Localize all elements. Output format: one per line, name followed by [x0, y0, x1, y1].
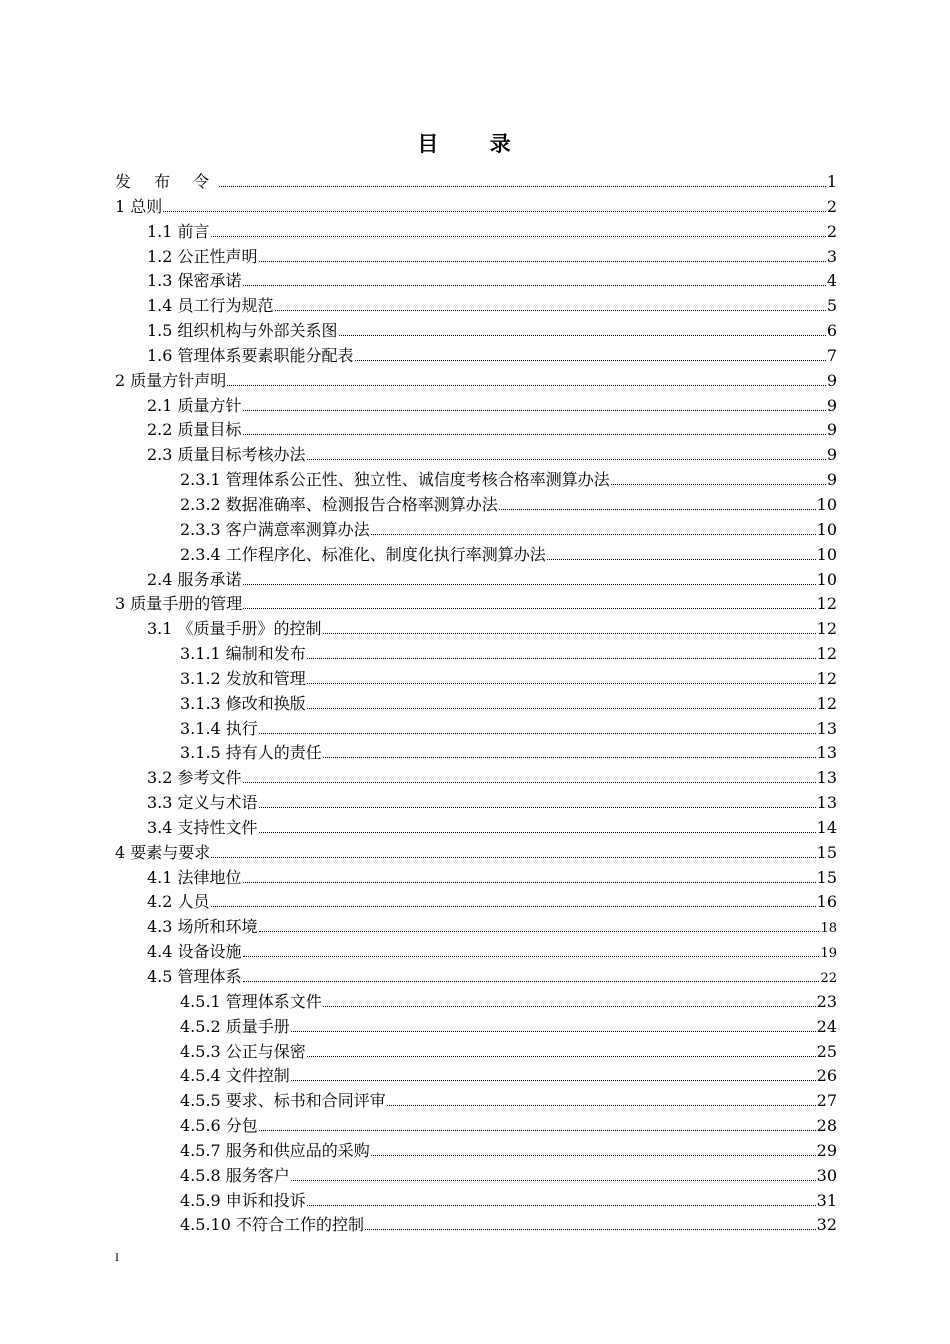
toc-entry-label: 4.5.7 服务和供应品的采购 [180, 1140, 370, 1160]
toc-entry-label: 3.4 支持性文件 [147, 817, 258, 837]
toc-entry-label: 3.1.4 执行 [180, 718, 258, 738]
toc-dot-leader [307, 683, 816, 684]
toc-dot-leader [243, 782, 816, 783]
toc-entry-label: 4.2 人员 [147, 892, 210, 912]
toc-dot-leader [339, 335, 826, 336]
toc-dot-leader [243, 956, 820, 957]
toc-entry[interactable] [115, 940, 837, 965]
toc-entry-label: 4.5.2 质量手册 [180, 1016, 290, 1036]
toc-entry-page: 6 [826, 321, 837, 341]
toc-entry-page: 13 [816, 743, 837, 763]
toc-entry-label: 4.5.10 不符合工作的控制 [180, 1215, 364, 1235]
toc-entry-label: 2.1 质量方针 [147, 395, 242, 415]
toc-dot-leader [243, 584, 816, 585]
toc-entry-page: 10 [816, 519, 837, 539]
toc-entry-label: 1.5 组织机构与外部关系图 [147, 321, 338, 341]
toc-dot-leader [243, 285, 826, 286]
toc-dot-leader [371, 534, 816, 535]
toc-entry-label: 4.5.3 公正与保密 [180, 1041, 306, 1061]
toc-dot-leader [307, 1056, 816, 1057]
toc-entry[interactable] [115, 1015, 837, 1040]
toc-entry-label: 2 质量方针声明 [115, 370, 227, 390]
toc-entry-page: 10 [816, 494, 837, 514]
toc-entry[interactable] [115, 1114, 837, 1139]
toc-entry-page: 30 [816, 1165, 837, 1185]
toc-entry-page: 7 [826, 345, 837, 365]
toc-entry-label: 3.1.5 持有人的责任 [180, 743, 322, 763]
toc-entry[interactable] [115, 717, 837, 742]
toc-dot-leader [243, 434, 826, 435]
toc-entry-label: 4.5.8 服务客户 [180, 1165, 290, 1185]
toc-dot-leader [243, 608, 815, 609]
toc-entry-label: 1.3 保密承诺 [147, 271, 242, 291]
toc-dot-leader [499, 509, 816, 510]
toc-dot-leader [227, 385, 826, 386]
toc-entry-page: 13 [816, 793, 837, 813]
toc-entry-label: 3.3 定义与术语 [147, 793, 258, 813]
toc-dot-leader [291, 1031, 816, 1032]
toc-entry-page: 2 [826, 196, 837, 216]
toc-dot-leader [307, 708, 816, 709]
toc-entry-label: 发 布 令 [115, 172, 219, 191]
toc-dot-leader [259, 807, 816, 808]
toc-entry-label: 4.5 管理体系 [147, 967, 242, 986]
toc-entry-page: 3 [826, 246, 837, 266]
toc-entry-page: 9 [826, 445, 837, 465]
toc-entry-label: 4.1 法律地位 [147, 867, 242, 887]
toc-entry-page: 10 [816, 544, 837, 564]
toc-dot-leader [259, 1130, 816, 1131]
toc-entry-label: 2.3.4 工作程序化、标准化、制度化执行率测算办法 [180, 544, 546, 564]
toc-dot-leader [355, 360, 826, 361]
toc-entry[interactable] [115, 269, 837, 294]
toc-entry-page: 12 [816, 594, 837, 614]
toc-dot-leader [219, 186, 826, 187]
toc-entry-page: 12 [816, 619, 837, 639]
toc-entry-label: 3.2 参考文件 [147, 768, 242, 788]
toc-entry[interactable] [115, 816, 837, 841]
toc-entry[interactable] [115, 1139, 837, 1164]
toc-dot-leader [307, 1205, 816, 1206]
table-of-contents [115, 170, 837, 1238]
toc-entry-page: 13 [816, 768, 837, 788]
toc-entry-page: 27 [816, 1091, 837, 1111]
toc-dot-leader [259, 832, 816, 833]
toc-entry[interactable] [115, 841, 837, 866]
toc-entry[interactable] [115, 1040, 837, 1065]
toc-entry[interactable] [115, 518, 837, 543]
toc-entry[interactable] [115, 1164, 837, 1189]
toc-entry[interactable] [115, 319, 837, 344]
toc-dot-leader [275, 310, 826, 311]
toc-entry-label: 1.1 前言 [147, 221, 210, 241]
toc-dot-leader [323, 757, 816, 758]
toc-entry-page: 18 [820, 921, 837, 937]
toc-dot-leader [211, 906, 816, 907]
toc-dot-leader [259, 261, 826, 262]
toc-entry-label: 4 要素与要求 [115, 842, 211, 862]
toc-dot-leader [243, 410, 826, 411]
toc-dot-leader [365, 1229, 816, 1230]
toc-entry[interactable] [115, 642, 837, 667]
toc-entry-label: 3.1.3 修改和换版 [180, 693, 306, 713]
toc-entry-page: 9 [826, 420, 837, 440]
toc-entry[interactable] [115, 195, 837, 220]
toc-entry-page: 5 [826, 296, 837, 316]
toc-entry-label: 3.1.1 编制和发布 [180, 644, 306, 664]
toc-entry-label: 4.4 设备设施 [147, 942, 242, 962]
toc-entry-page: 28 [816, 1116, 837, 1136]
toc-entry-page: 25 [816, 1041, 837, 1061]
toc-dot-leader [243, 981, 820, 982]
toc-entry-page: 2 [826, 221, 837, 241]
toc-entry[interactable] [115, 1189, 837, 1214]
toc-entry-label: 4.5.5 要求、标书和合同评审 [180, 1091, 386, 1111]
toc-entry[interactable] [115, 170, 837, 195]
toc-entry-page: 13 [816, 718, 837, 738]
toc-entry-page: 29 [816, 1140, 837, 1160]
toc-entry[interactable] [115, 915, 837, 940]
toc-entry[interactable] [115, 220, 837, 245]
toc-entry-page: 26 [816, 1066, 837, 1086]
toc-entry[interactable] [115, 394, 837, 419]
toc-entry-label: 2.2 质量目标 [147, 420, 242, 440]
toc-entry[interactable] [115, 568, 837, 593]
toc-entry[interactable] [115, 493, 837, 518]
toc-dot-leader [323, 1006, 816, 1007]
toc-entry[interactable] [115, 543, 837, 568]
toc-entry[interactable] [115, 791, 837, 816]
toc-entry-page: 12 [816, 644, 837, 664]
toc-entry[interactable] [115, 1064, 837, 1089]
toc-entry[interactable] [115, 592, 837, 617]
toc-entry-page: 12 [816, 668, 837, 688]
toc-dot-leader [243, 882, 816, 883]
toc-entry-label: 1 总则 [115, 196, 163, 216]
toc-dot-leader [307, 658, 816, 659]
toc-entry-page: 31 [816, 1190, 837, 1210]
toc-dot-leader [307, 459, 826, 460]
toc-entry-label: 3 质量手册的管理 [115, 594, 243, 614]
toc-entry-label: 2.3.3 客户满意率测算办法 [180, 519, 370, 539]
toc-entry-page: 23 [816, 991, 837, 1011]
toc-entry[interactable] [115, 344, 837, 369]
toc-entry-page: 12 [816, 693, 837, 713]
toc-title: 目 录 [417, 131, 533, 156]
toc-entry[interactable] [115, 418, 837, 443]
toc-entry[interactable] [115, 965, 837, 990]
toc-entry-label: 2.3.2 数据准确率、检测报告合格率测算办法 [180, 494, 498, 514]
toc-entry[interactable] [115, 369, 837, 394]
toc-entry-label: 4.5.9 申诉和投诉 [180, 1190, 306, 1210]
toc-dot-leader [371, 1155, 816, 1156]
toc-dot-leader [291, 1180, 816, 1181]
toc-entry-page: 15 [816, 842, 837, 862]
toc-entry[interactable] [115, 245, 837, 270]
toc-dot-leader [211, 236, 826, 237]
toc-dot-leader [387, 1105, 816, 1106]
toc-entry[interactable] [115, 468, 837, 493]
toc-entry-label: 2.3.1 管理体系公正性、独立性、诚信度考核合格率测算办法 [180, 470, 610, 490]
toc-entry-page: 9 [826, 470, 837, 490]
toc-entry-page: 9 [826, 395, 837, 415]
toc-entry-page: 15 [816, 867, 837, 887]
toc-entry[interactable] [115, 443, 837, 468]
toc-dot-leader [323, 633, 816, 634]
toc-entry[interactable] [115, 741, 837, 766]
toc-dot-leader [163, 211, 826, 212]
page-footer-number: I [115, 1250, 119, 1264]
toc-entry-label: 4.5.4 文件控制 [180, 1066, 290, 1086]
toc-entry-label: 3.1.2 发放和管理 [180, 668, 306, 688]
toc-entry[interactable] [115, 617, 837, 642]
toc-entry[interactable] [115, 294, 837, 319]
toc-entry-page: 22 [820, 971, 837, 986]
toc-entry-page: 9 [826, 370, 837, 390]
toc-entry-label: 3.1 《质量手册》的控制 [147, 619, 322, 639]
toc-entry-label: 4.5.6 分包 [180, 1116, 258, 1136]
toc-dot-leader [259, 931, 820, 932]
toc-dot-leader [291, 1080, 816, 1081]
toc-entry-page: 32 [816, 1215, 837, 1235]
toc-entry-page: 14 [816, 817, 837, 837]
toc-entry[interactable] [115, 890, 837, 915]
toc-entry-page: 4 [826, 271, 837, 291]
toc-entry-label: 1.4 员工行为规范 [147, 296, 274, 316]
toc-entry-label: 4.5.1 管理体系文件 [180, 991, 322, 1011]
toc-dot-leader [259, 733, 816, 734]
toc-entry-label: 2.4 服务承诺 [147, 569, 242, 589]
toc-entry[interactable] [115, 766, 837, 791]
toc-dot-leader [547, 559, 816, 560]
toc-entry-page: 24 [816, 1016, 837, 1036]
toc-entry[interactable] [115, 667, 837, 692]
toc-dot-leader [211, 857, 815, 858]
toc-dot-leader [611, 484, 826, 485]
toc-entry-label: 1.6 管理体系要素职能分配表 [147, 345, 354, 365]
toc-entry-page: 10 [816, 569, 837, 589]
toc-entry[interactable] [115, 692, 837, 717]
toc-entry[interactable] [115, 1089, 837, 1114]
toc-entry[interactable] [115, 866, 837, 891]
toc-entry[interactable] [115, 1213, 837, 1238]
toc-entry[interactable] [115, 990, 837, 1015]
toc-entry-page: 1 [826, 172, 837, 191]
toc-entry-label: 1.2 公正性声明 [147, 246, 258, 266]
toc-entry-page: 19 [820, 946, 837, 962]
toc-entry-label: 4.3 场所和环境 [147, 917, 258, 937]
toc-entry-label: 2.3 质量目标考核办法 [147, 445, 306, 465]
toc-entry-page: 16 [816, 892, 837, 912]
